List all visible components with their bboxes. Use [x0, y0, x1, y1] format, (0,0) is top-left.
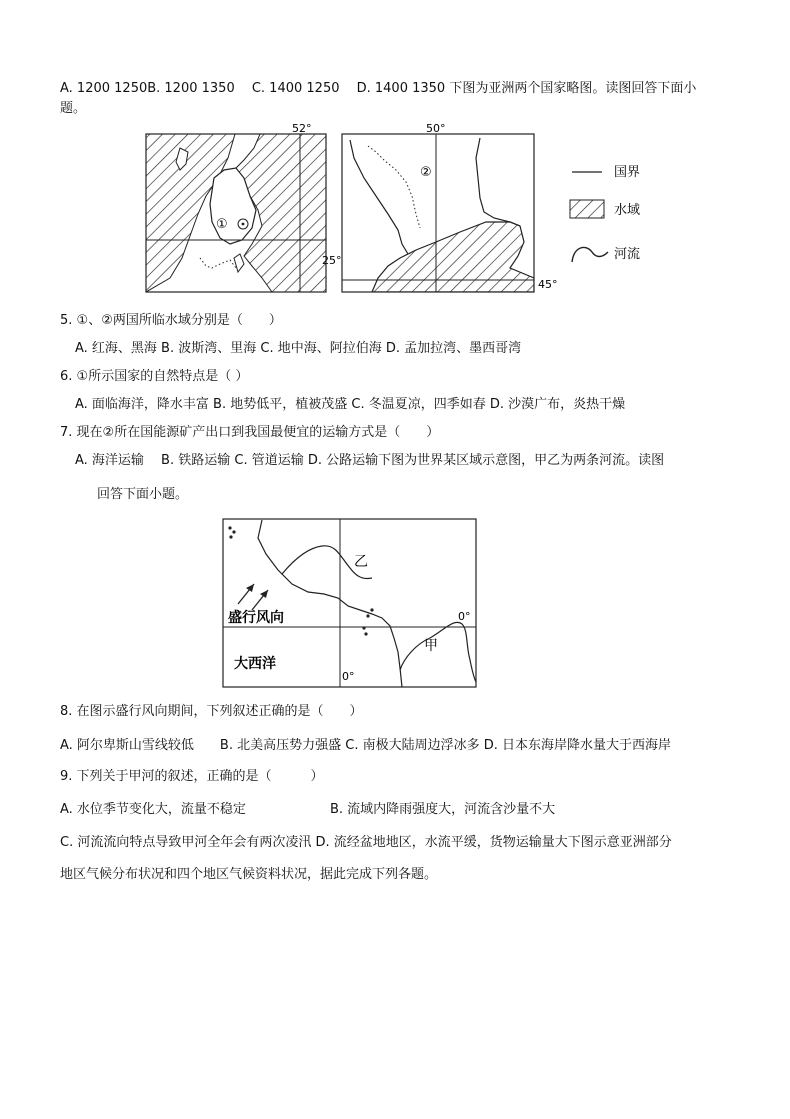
map-right-panel — [342, 122, 558, 292]
q5-options: A. 红海、黑海 B. 波斯湾、里海 C. 地中海、阿拉伯海 D. 孟加拉湾、墨西哥湾 — [75, 341, 522, 356]
world-region-map — [222, 518, 478, 690]
legend-river-icon — [572, 247, 608, 262]
q8-options: A. 阿尔卑斯山雪线较低 B. 北美高压势力强盛 C. 南极大陆周边浮冰多 D. 日本东海岸降水量大于西海岸 — [60, 738, 671, 753]
asia-countries-map — [140, 118, 680, 298]
q9-option-cd: C. 河流流向特点导致甲河全年会有两次凌汛 D. 流经盆地地区，水流平缓，货物运输量大下图示意亚洲部分 — [60, 835, 672, 850]
legend-border-label: 国界 — [614, 165, 641, 180]
label-river-jia: 甲 — [424, 638, 438, 654]
label-lat-25: 25° — [322, 254, 342, 267]
q8-stem: 8. 在图示盛行风向期间，下列叙述正确的是（ ） — [60, 704, 363, 719]
q7-stem: 7. 现在②所在国能源矿产出口到我国最便宜的运输方式是（ ） — [60, 425, 440, 440]
q7-options: A. 海洋运输 B. 铁路运输 C. 管道运输 D. 公路运输下图为世界某区域示意图，甲乙为两条河流。读图 — [75, 453, 665, 468]
q5-stem: 5. ①、②两国所临水域分别是（ ） — [60, 313, 282, 328]
label-lat-45: 45° — [538, 278, 558, 291]
q9-option-b: B. 流域内降雨强度大，河流含沙量不大 — [330, 802, 556, 817]
label-country-2: ② — [420, 165, 432, 180]
legend-water-label: 水域 — [614, 203, 641, 218]
q7-continuation: 回答下面小题。 — [97, 487, 189, 502]
intro-line-2: 题。 — [60, 101, 87, 116]
q6-options: A. 面临海洋，降水丰富 B. 地势低平，植被茂盛 C. 冬温夏凉，四季如春 D. 沙漠广布，炎热干燥 — [75, 397, 626, 412]
legend-water-icon — [570, 200, 604, 218]
label-lon-52: 52° — [292, 122, 312, 135]
label-river-yi: 乙 — [354, 554, 368, 570]
q9-tail: 地区气候分布状况和四个地区气候资料状况，据此完成下列各题。 — [60, 867, 438, 882]
map-legend — [570, 165, 640, 262]
label-country-1: ① — [216, 217, 228, 232]
label-atlantic: 大西洋 — [234, 656, 276, 672]
intro-line-1: A. 1200 1250B. 1200 1350 C. 1400 1250 D. 1400 1350 下图为亚洲两个国家略图。读图回答下面小 — [60, 81, 697, 96]
label-wind: 盛行风向 — [228, 610, 284, 626]
legend-river-label: 河流 — [614, 247, 641, 262]
label-meridian-0: 0° — [342, 670, 355, 683]
map-left-panel — [146, 122, 342, 292]
q9-option-a: A. 水位季节变化大，流量不稳定 — [60, 802, 246, 817]
label-equator-0: 0° — [458, 610, 471, 623]
q9-stem: 9. 下列关于甲河的叙述，正确的是（ ） — [60, 769, 324, 784]
label-lon-50: 50° — [426, 122, 446, 135]
q6-stem: 6. ①所示国家的自然特点是（ ） — [60, 369, 249, 384]
